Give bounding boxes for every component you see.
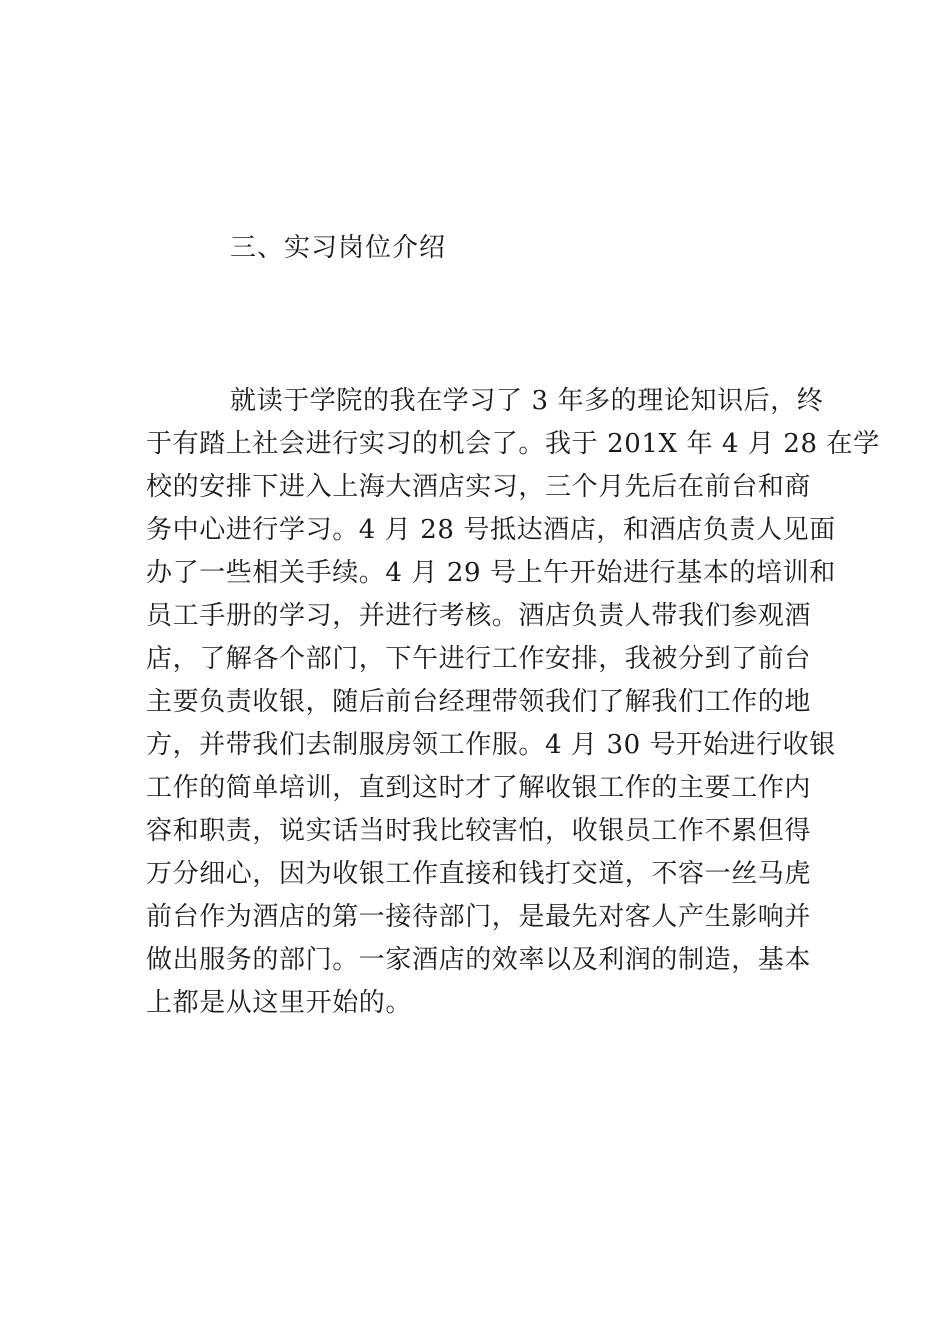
section-heading: 三、实习岗位介绍 [230,233,447,263]
paragraph-line: 容和职责，说实话当时我比较害怕，收银员工作不累但得 [146,816,812,846]
paragraph-line: 万分细心，因为收银工作直接和钱打交道，不容一丝马虎 [146,859,812,889]
paragraph-line: 前台作为酒店的第一接待部门，是最先对客人产生影响并 [146,902,812,932]
paragraph-line: 办了一些相关手续。4 月 29 号上午开始进行基本的培训和 [146,558,836,588]
paragraph-line: 校的安排下进入上海大酒店实习，三个月先后在前台和商 [146,472,812,502]
paragraph-line: 主要负责收银，随后前台经理带领我们了解我们工作的地 [146,687,812,717]
paragraph-line: 做出服务的部门。一家酒店的效率以及利润的制造，基本 [146,945,812,975]
paragraph-line: 方，并带我们去制服房领工作服。4 月 30 号开始进行收银 [146,730,836,760]
paragraph-line: 上都是从这里开始的。 [146,988,413,1018]
paragraph-line: 务中心进行学习。4 月 28 号抵达酒店，和酒店负责人见面 [146,515,836,545]
paragraph-line: 就读于学院的我在学习了 3 年多的理论知识后，终 [230,386,824,416]
paragraph-line: 店，了解各个部门，下午进行工作安排，我被分到了前台 [146,644,812,674]
body-paragraph [146,380,880,1025]
paragraph-line: 于有踏上社会进行实习的机会了。我于 201X 年 4 月 28 在学 [146,429,880,459]
paragraph-line: 工作的简单培训，直到这时才了解收银工作的主要工作内 [146,773,812,803]
paragraph-line: 员工手册的学习，并进行考核。酒店负责人带我们参观酒 [146,601,812,631]
